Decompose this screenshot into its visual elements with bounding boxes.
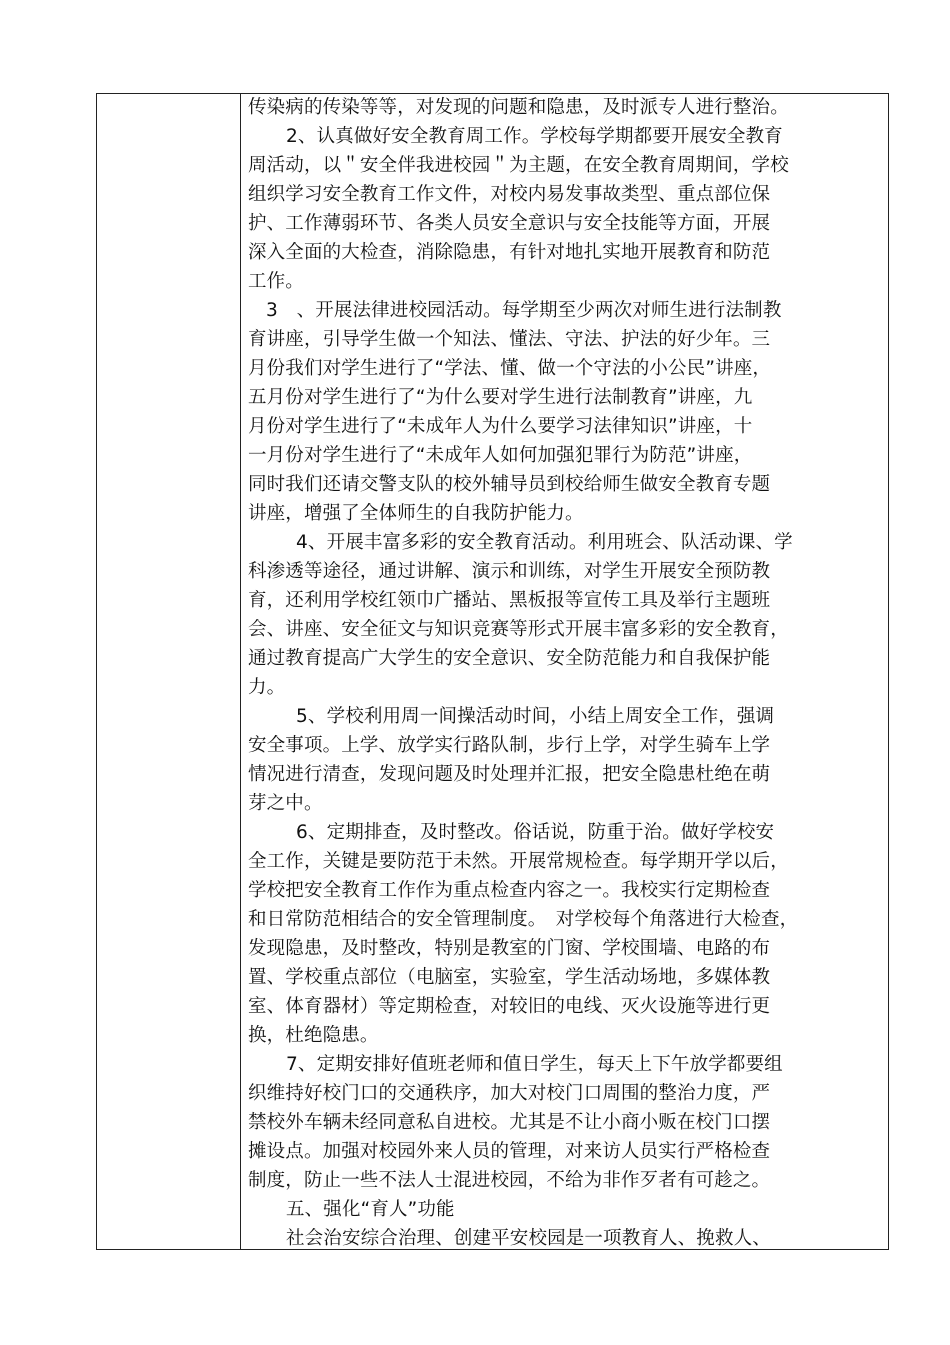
text-line: 室、体育器材）等定期检查，对较旧的电线、灭火设施等进行更 [248,996,771,1017]
text-line: 工作。 [248,271,304,292]
text-line: 五、强化“育人”功能 [286,1199,455,1220]
text-line: 同时我们还请交警支队的校外辅导员到校给师生做安全教育专题 [248,474,771,495]
text-line: 全工作，关键是要防范于未然。开展常规检查。每学期开学以后， [248,851,789,872]
text-line: 芽之中。 [248,793,323,814]
text-line: 换，杜绝隐患。 [248,1025,379,1046]
text-line: 学校把安全教育工作作为重点检查内容之一。我校实行定期检查 [248,880,771,901]
text-line: 会、讲座、安全征文与知识竞赛等形式开展丰富多彩的安全教育， [248,619,789,640]
text-line: 7、定期安排好值班老师和值日学生，每天上下午放学都要组 [286,1054,783,1075]
text-line: 组织学习安全教育工作文件，对校内易发事故类型、重点部位保 [248,184,771,205]
text-line: 织维持好校门口的交通秩序，加大对校门口周围的整治力度，严 [248,1083,771,1104]
text-line: 摊设点。加强对校园外来人员的管理，对来访人员实行严格检查 [248,1141,771,1162]
text-line: 2、认真做好安全教育周工作。学校每学期都要开展安全教育 [286,126,783,147]
text-line: 发现隐患，及时整改，特别是教室的门窗、学校围墙、电路的布 [248,938,771,959]
text-line: 传染病的传染等等，对发现的问题和隐患，及时派专人进行整治。 [248,97,789,118]
text-line: 禁校外车辆未经同意私自进校。尤其是不让小商小贩在校门口摆 [248,1112,771,1133]
text-line: 置、学校重点部位（电脑室，实验室，学生活动场地，多媒体教 [248,967,771,988]
text-line: 育讲座，引导学生做一个知法、懂法、守法、护法的好少年。三 [248,329,771,350]
text-line: 月份对学生进行了“未成年人为什么要学习法律知识”讲座，十 [248,416,753,437]
text-line: 力。 [248,677,286,698]
column-divider [240,93,241,1250]
text-line: 通过教育提高广大学生的安全意识、安全防范能力和自我保护能 [248,648,771,669]
text-line: 5、学校利用周一间操活动时间，小结上周安全工作，强调 [296,706,775,727]
text-line: 周活动，以＂安全伴我进校园＂为主题，在安全教育周期间，学校 [248,155,789,176]
text-line: 和日常防范相结合的安全管理制度。 对学校每个角落进行大检查， [248,909,799,930]
text-line: 情况进行清查，发现问题及时处理并汇报，把安全隐患杜绝在萌 [248,764,771,785]
text-line: 制度，防止一些不法人士混进校园，不给为非作歹者有可趁之。 [248,1170,771,1191]
text-line: 安全事项。上学、放学实行路队制，步行上学，对学生骑车上学 [248,735,771,756]
left-column-cell [97,94,239,1249]
text-line: 五月份对学生进行了“为什么要对学生进行法制教育”讲座，九 [248,387,753,408]
text-line: 社会治安综合治理、创建平安校园是一项教育人、挽救人、 [286,1228,771,1249]
text-line: 育，还利用学校红领巾广播站、黑板报等宣传工具及举行主题班 [248,590,771,611]
text-line: 护、工作薄弱环节、各类人员安全意识与安全技能等方面，开展 [248,213,771,234]
content-cell [248,93,884,1250]
text-line: 一月份对学生进行了“未成年人如何加强犯罪行为防范”讲座， [248,445,753,466]
text-line: 3 、开展法律进校园活动。每学期至少两次对师生进行法制教 [266,300,782,321]
text-line: 6、定期排查，及时整改。俗话说，防重于治。做好学校安 [296,822,775,843]
text-line: 月份我们对学生进行了“学法、懂、做一个守法的小公民”讲座， [248,358,772,379]
text-line: 4、开展丰富多彩的安全教育活动。利用班会、队活动课、学 [296,532,793,553]
text-line: 深入全面的大检查，消除隐患，有针对地扎实地开展教育和防范 [248,242,771,263]
text-line: 科渗透等途径，通过讲解、演示和训练，对学生开展安全预防教 [248,561,771,582]
text-line: 讲座，增强了全体师生的自我防护能力。 [248,503,584,524]
